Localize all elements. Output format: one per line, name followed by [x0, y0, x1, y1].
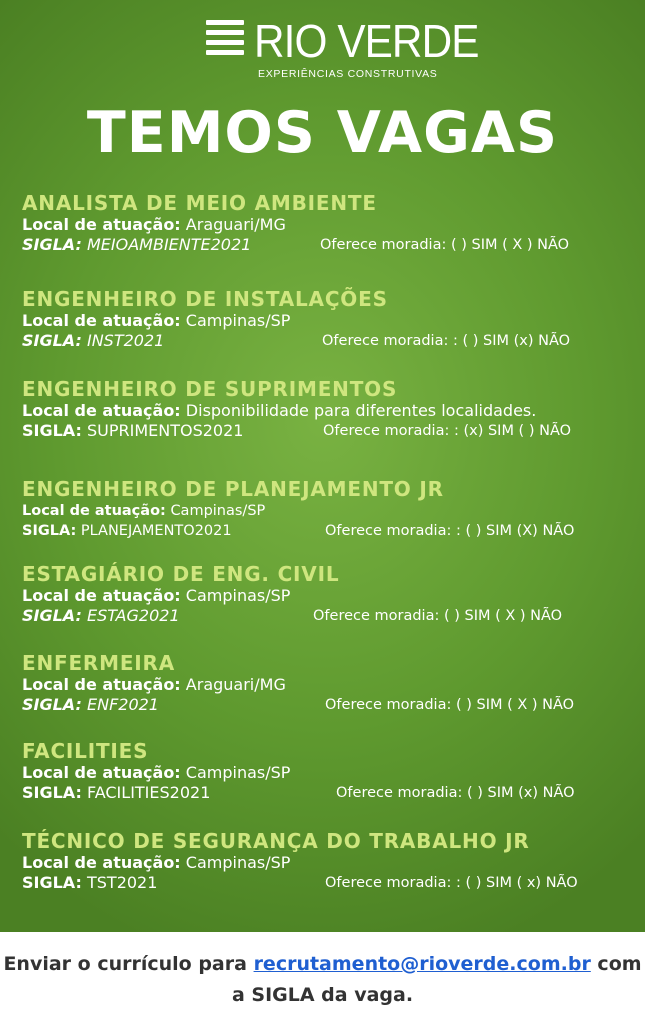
job-title: FACILITIES	[22, 739, 149, 763]
job-moradia: Oferece moradia: ( ) SIM (x) NÃO	[336, 785, 575, 801]
local-label: Local de atuação:	[22, 675, 181, 694]
sigla-label: SIGLA:	[22, 606, 82, 625]
job-local: Campinas/SP	[185, 763, 291, 782]
job-local: Campinas/SP	[185, 586, 291, 605]
local-label: Local de atuação:	[22, 311, 181, 330]
rio-verde-logo	[0, 14, 645, 86]
job-local: Campinas/SP	[170, 503, 266, 519]
footer-instructions	[0, 932, 645, 1024]
job-local: Araguari/MG	[185, 675, 286, 694]
job-moradia: Oferece moradia: ( ) SIM ( X ) NÃO	[320, 237, 570, 253]
job-title: TÉCNICO DE SEGURANÇA DO TRABALHO JR	[22, 829, 530, 853]
sigla-label: SIGLA:	[22, 235, 82, 254]
job-local: Campinas/SP	[185, 311, 291, 330]
local-label: Local de atuação:	[22, 853, 181, 872]
local-label: Local de atuação:	[22, 763, 181, 782]
job-sigla: PLANEJAMENTO2021	[80, 523, 232, 539]
job-sigla: SUPRIMENTOS2021	[86, 421, 244, 440]
job-listing	[22, 191, 632, 255]
sigla-label: SIGLA:	[22, 783, 82, 802]
waves-icon	[206, 20, 246, 64]
email-link[interactable]: recrutamento@rioverde.com.br	[253, 953, 591, 975]
job-local: Campinas/SP	[185, 853, 291, 872]
job-listing	[22, 739, 632, 803]
job-local: Araguari/MG	[185, 215, 286, 234]
footer-line-1	[0, 949, 645, 980]
job-listing	[22, 829, 632, 893]
job-local: Disponibilidade para diferentes localidades.	[185, 401, 537, 420]
footer-text-before: Enviar o currículo para	[3, 953, 254, 975]
job-title: ESTAGIÁRIO DE ENG. CIVIL	[22, 562, 340, 586]
job-listing	[22, 562, 632, 626]
job-moradia: Oferece moradia: ( ) SIM ( X ) NÃO	[325, 697, 575, 713]
job-title: ENGENHEIRO DE PLANEJAMENTO JR	[22, 477, 444, 501]
job-title: ENGENHEIRO DE SUPRIMENTOS	[22, 377, 398, 401]
sigla-label: SIGLA:	[22, 873, 82, 892]
job-sigla: FACILITIES2021	[86, 783, 211, 802]
job-moradia: Oferece moradia: : (x) SIM ( ) NÃO	[323, 423, 572, 439]
job-sigla: ESTAG2021	[86, 606, 180, 625]
sigla-label: SIGLA:	[22, 421, 82, 440]
job-listing	[22, 377, 632, 441]
job-moradia: Oferece moradia: ( ) SIM ( X ) NÃO	[313, 608, 563, 624]
local-label: Local de atuação:	[22, 503, 166, 519]
local-label: Local de atuação:	[22, 586, 181, 605]
local-label: Local de atuação:	[22, 401, 181, 420]
job-moradia: Oferece moradia: : ( ) SIM (X) NÃO	[325, 523, 575, 539]
sigla-label: SIGLA:	[22, 331, 82, 350]
job-listing	[22, 287, 632, 351]
job-moradia: Oferece moradia: : ( ) SIM (x) NÃO	[322, 333, 571, 349]
job-title: ENFERMEIRA	[22, 651, 176, 675]
logo-tagline: EXPERIÊNCIAS CONSTRUTIVAS	[258, 68, 438, 80]
job-sigla: INST2021	[86, 331, 165, 350]
job-listing	[22, 651, 632, 715]
job-listing	[22, 477, 632, 541]
job-moradia: Oferece moradia: : ( ) SIM ( x) NÃO	[325, 875, 578, 891]
logo-name: RIO VERDE	[254, 15, 479, 67]
job-sigla: TST2021	[86, 873, 158, 892]
job-sigla: ENF2021	[86, 695, 159, 714]
local-label: Local de atuação:	[22, 215, 181, 234]
job-sigla: MEIOAMBIENTE2021	[86, 235, 252, 254]
headline: TEMOS VAGAS	[86, 100, 559, 166]
footer-text-after: com	[590, 953, 642, 975]
job-title: ANALISTA DE MEIO AMBIENTE	[22, 191, 377, 215]
sigla-label: SIGLA:	[22, 523, 77, 539]
sigla-label: SIGLA:	[22, 695, 82, 714]
footer-line-2: a SIGLA da vaga.	[231, 984, 414, 1006]
job-title: ENGENHEIRO DE INSTALAÇÕES	[22, 287, 388, 311]
